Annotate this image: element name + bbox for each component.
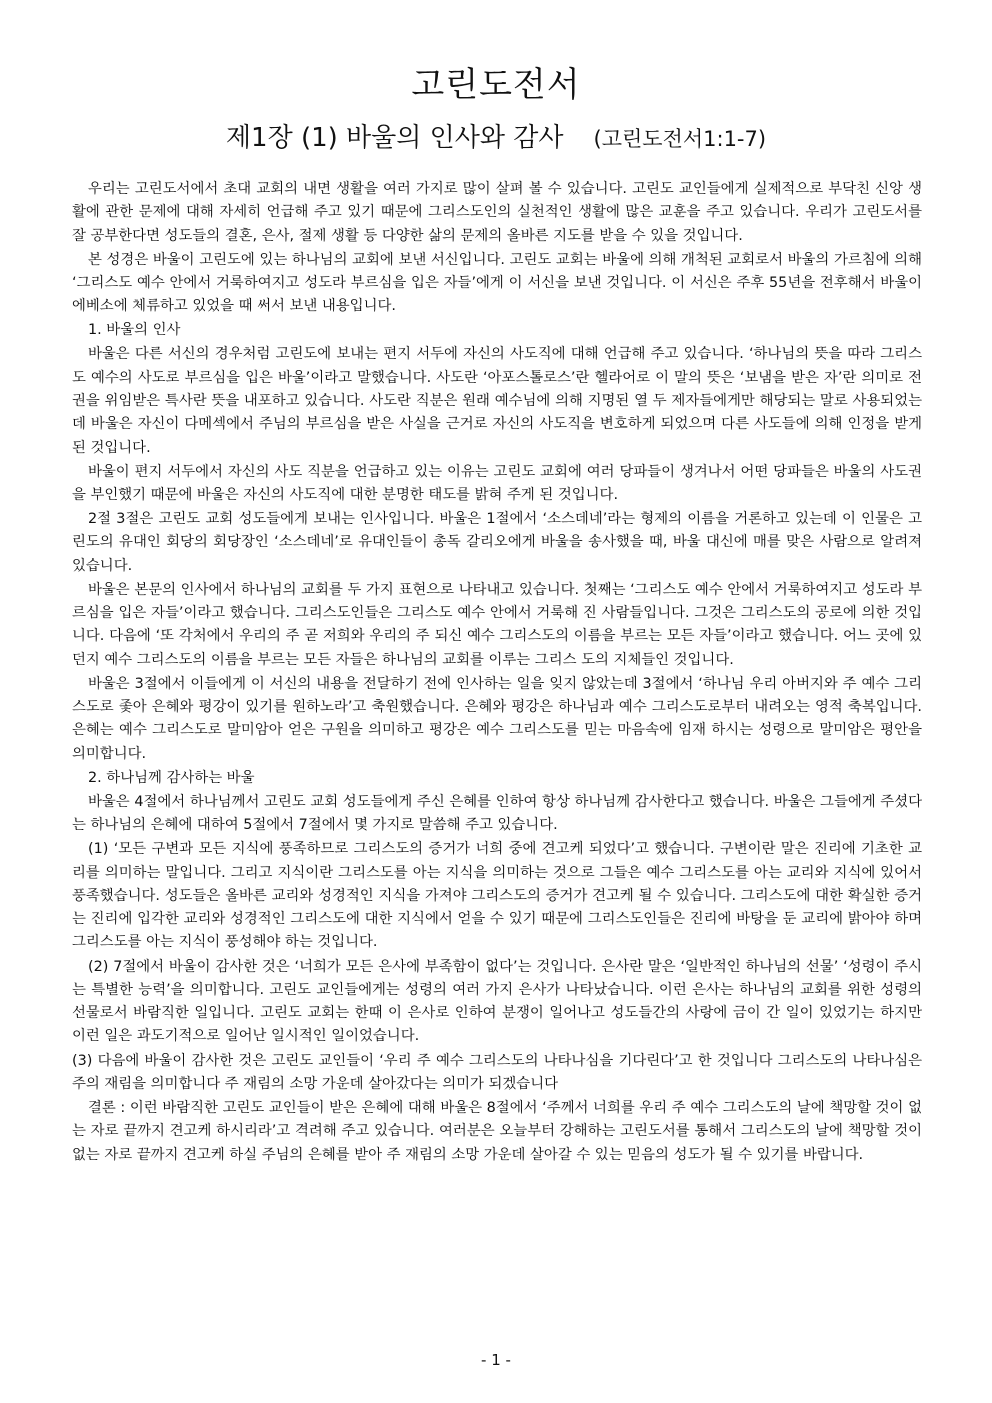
paragraph: 바울은 4절에서 하나님께서 고린도 교회 성도들에게 주신 은혜를 인하여 항상 하나님께 감사한다고 했습니다. 바울은 그들에게 주셨다는 하나님의 은혜에 대하여 5절에서 7절에서 몇 가지로 말씀해 주고 있습니다. bbox=[72, 793, 922, 834]
chapter-subtitle bbox=[0, 120, 992, 157]
paragraph: (2) 7절에서 바울이 감사한 것은 ‘너희가 모든 은사에 부족함이 없다’는 것입니다. 은사란 말은 ‘일반적인 하나님의 선물’ ‘성령이 주시는 특별한 능력’을 의미합니다. 고린도 교인들에게는 성령의 여러 가지 은사가 나타났습니다. 이런 은사는 하나님의 교회를 위한 성령의 선물로서 바람직한 일입니다. 고린도 교회는 한때 이 은사로 인하여 분쟁이 일어나고 성도들간의 사랑에 금이 간 일이 있었기는 하지만 이런 일은 과도기적으로 일어난 일시적인 일이었습니다. bbox=[72, 958, 922, 1045]
paragraph: 2절 3절은 고린도 교회 성도들에게 보내는 인사입니다. 바울은 1절에서 ‘소스데네’라는 형제의 이름을 거론하고 있는데 이 인물은 고린도의 유대인 회당의 회당장인 ‘소스데네’로 유대인들이 총독 갈리오에게 바울을 송사했을 때, 바울 대신에 매를 맞은 사람으로 알려져 있습니다. bbox=[72, 511, 922, 574]
paragraph: 바울이 편지 서두에서 자신의 사도 직분을 언급하고 있는 이유는 고린도 교회에 여러 당파들이 생겨나서 어떤 당파들은 바울의 사도권을 부인했기 때문에 바울은 자신의 사도직에 대한 분명한 태도를 밝혀 주게 된 것입니다. bbox=[72, 463, 922, 504]
document-title: 고린도전서 bbox=[411, 65, 581, 105]
subtitle-text: 제1장 (1) 바울의 인사와 감사 bbox=[225, 123, 564, 153]
paragraph: 바울은 본문의 인사에서 하나님의 교회를 두 가지 표현으로 나타내고 있습니다. 첫째는 ‘그리스도 예수 안에서 거룩하여지고 성도라 부르심을 입은 자들’이라고 했습니다. 그리스도인들은 그리스도 예수 안에서 거룩해 진 사람들입니다. 그것은 그리스도의 공로에 의한 것입니다. 다음에 ‘또 각처에서 우리의 주 곧 저희와 우리의 주 되신 예수 그리스도의 이름을 부르는 모든 자들’이라고 했습니다. 어느 곳에 있던지 예수 그리스도의 이름을 부르는 모든 자들은 하나님의 교회를 이루는 그리스 도의 지체들인 것입니다. bbox=[72, 581, 922, 668]
paragraph-conclusion: 결론 : 이런 바람직한 고린도 교인들이 받은 은혜에 대해 바울은 8절에서 ‘주께서 너희를 우리 주 예수 그리스도의 날에 책망할 것이 없는 자로 끝까지 견고케 하시리라’고 격려해 주고 있습니다. 여러분은 오늘부터 강해하는 고린도서를 통해서 그리스도의 날에 책망할 것이 없는 자로 끝까지 견고케 하실 주님의 은혜를 받아 주 재림의 소망 가운데 살아갈 수 있는 믿음의 성도가 될 수 있기를 바랍니다. bbox=[72, 1099, 922, 1163]
paragraph: (1) ‘모든 구변과 모든 지식에 풍족하므로 그리스도의 증거가 너희 중에 견고케 되었다’고 했습니다. 구변이란 말은 진리에 기초한 교리를 의미하는 말입니다. 그리고 지식이란 그리스도를 아는 지식을 의미하는 것으로 그들은 예수 그리스도를 아는 교리와 지식에 있어서 풍족했습니다. 성도들은 올바른 교리와 성경적인 지식을 가져야 그리스도의 증거가 견고케 될 수 있습니다. 그리스도에 대한 확실한 증거는 진리에 입각한 교리와 성경적인 그리스도에 대한 지식에서 얻을 수 있기 때문에 그리스도인들은 진리에 바탕을 둔 교리에 밝아야 하며 그리스도를 아는 지식이 풍성해야 하는 것입니다. bbox=[72, 841, 922, 951]
document-body bbox=[72, 178, 922, 1168]
paragraph-letter-origin: 본 성경은 바울이 고린도에 있는 하나님의 교회에 보낸 서신입니다. 고린도 교회는 바울에 의해 개척된 교회로서 바울의 가르침에 의해 ‘그리스도 예수 안에서 거룩하여지고 성도라 부르심을 입은 자들’에게 이 서신을 보낸 것입니다. 이 서신은 주후 55년을 전후해서 바울이 에베소에 체류하고 있었을 때 써서 보낸 내용입니다. bbox=[72, 251, 922, 315]
paragraph: (3) 다음에 바울이 감사한 것은 고린도 교인들이 ‘우리 주 예수 그리스도의 나타나심을 기다린다’고 한 것입니다 그리스도의 나타나심은 주의 재림을 의미합니다 주 재림의 소망 가운데 살아갔다는 의미가 되겠습니다 bbox=[72, 1052, 922, 1092]
paragraph: 바울은 3절에서 이들에게 이 서신의 내용을 전달하기 전에 인사하는 일을 잊지 않았는데 3절에서 ‘하나님 우리 아버지와 주 예수 그리스도로 좇아 은혜와 평강이 있기를 원하노라’고 축원했습니다. 은혜와 평강은 하나님과 예수 그리스도로부터 내려오는 영적 축복입니다. 은혜는 예수 그리스도로 말미암아 얻은 구원을 의미하고 평강은 예수 그리스도를 믿는 마음속에 임재 하시는 성령으로 말미암은 평안을 의미합니다. bbox=[72, 675, 922, 762]
section-heading-1: 1. 바울의 인사 bbox=[88, 322, 181, 339]
paragraph: 바울은 다른 서신의 경우처럼 고린도에 보내는 편지 서두에 자신의 사도직에 대해 언급해 주고 있습니다. ‘하나님의 뜻을 따라 그리스도 예수의 사도로 부르심을 입은 바울’이라고 말했습니다. 사도란 ‘아포스톨로스’란 헬라어로 이 말의 뜻은 ‘보냄을 받은 자’란 의미로 전권을 위임받은 특사란 뜻을 내포하고 있습니다. 사도란 직분은 원래 예수님에 의해 지명된 열 두 제자들에게만 해당되는 말로 사용되었는데 바울은 자신이 다메섹에서 주님의 부르심을 받은 사실을 근거로 자신의 사도직을 변호하게 되었으며 다른 사도들에 의해 인정을 받게 된 것입니다. bbox=[72, 346, 922, 456]
scripture-reference: (고린도전서1:1-7) bbox=[593, 127, 767, 151]
page-number: - 1 - bbox=[481, 1351, 511, 1369]
paragraph-intro: 우리는 고린도서에서 초대 교회의 내면 생활을 여러 가지로 많이 살펴 볼 수 있습니다. 고린도 교인들에게 실제적으로 부닥친 신앙 생활에 관한 문제에 대해 자세히 언급해 주고 있기 때문에 그리스도인의 실천적인 생활에 많은 교훈을 주고 있습니다. 우리가 고린도서를 잘 공부한다면 성도들의 결혼, 은사, 절제 생활 등 다양한 삶의 문제의 올바른 지도를 받을 수 있을 것입니다. bbox=[72, 181, 922, 244]
section-heading-2: 2. 하나님께 감사하는 바울 bbox=[88, 769, 255, 786]
